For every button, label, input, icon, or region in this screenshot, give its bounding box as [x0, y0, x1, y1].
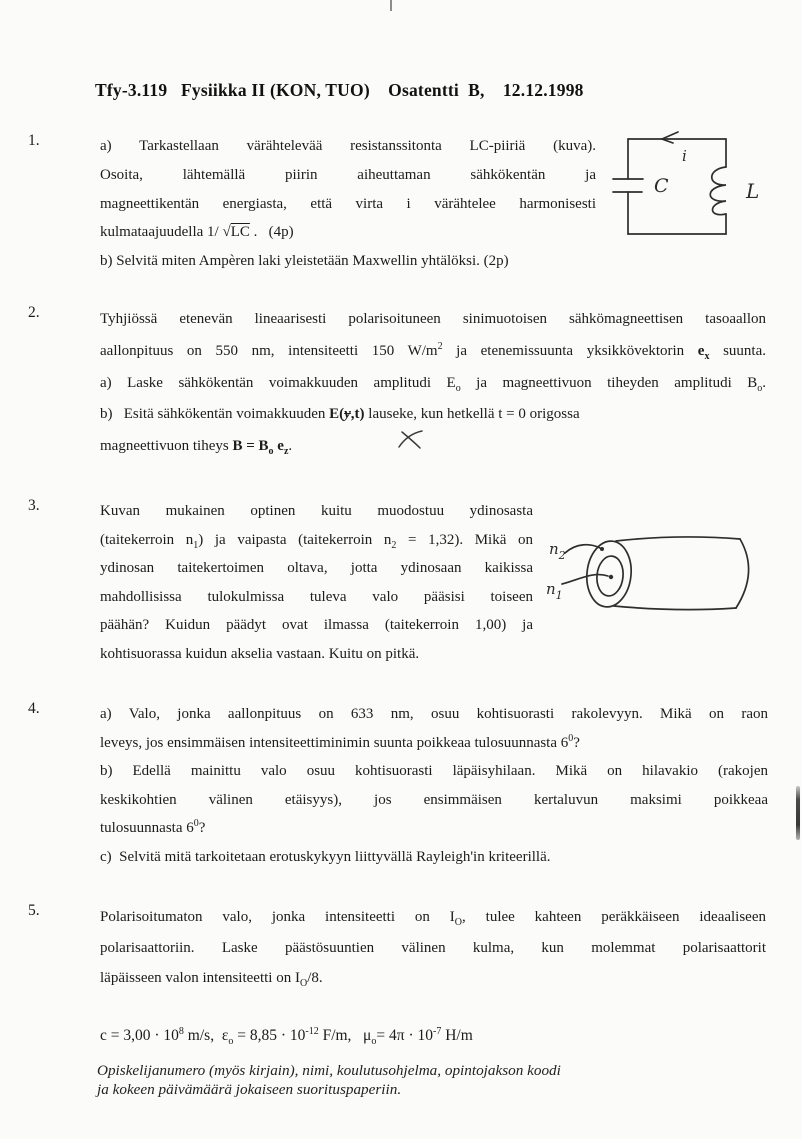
cladding-label: $n_2$	[549, 540, 566, 562]
question-text	[100, 497, 533, 669]
core-pointer-line	[562, 575, 608, 584]
text-line: magneettivuon tiheys $B = B_o$ $e_z$.	[100, 438, 293, 458]
text-line: c) Selvitä mitä tarkoitetaan erotuskykyyn liittyvällä Rayleigh'in kriteerillä.	[100, 848, 551, 865]
core-label: $n_1$	[546, 580, 563, 602]
text-line: a) Laske sähkökentän voimakkuuden amplitudi $E_o$ ja magneettivuon tiheyden amplitudi $B_o$.	[100, 374, 766, 394]
question-text	[100, 132, 596, 276]
question-5	[28, 902, 768, 994]
text-line: kulmataajuudella 1/ √LC . (4p)	[100, 224, 294, 241]
text-line: tulosuunnasta $6^0$?	[100, 818, 206, 837]
current-arrow-icon	[662, 132, 678, 143]
text-line: Tyhjiössä etenevän lineaarisesti polarisoituneen sinimuotoisen sähkömagneettisen tasoaallon	[100, 311, 766, 327]
footer-line: Opiskelijanumero (myös kirjain), nimi, koulutusohjelma, opintojakson koodi	[97, 1062, 561, 1079]
text-line: kohtisuorassa kuidun akselia vastaan. Kuitu on pitkä.	[100, 645, 420, 662]
text-line: Kuvan mukainen optinen kuitu muodostuu ydinosasta	[100, 503, 533, 519]
text-line: leveys, jos ensimmäisen intensiteettiminimin suunta poikkeaa tulosuunnasta $6^0$?	[100, 732, 580, 751]
fiber-end-edge	[736, 539, 749, 608]
text-line: a) Valo, jonka aallonpituus on 633 nm, osuu kohtisuorasti rakolevyyn. Mikä on raon	[100, 706, 768, 722]
cladding-pointer-dot	[600, 547, 604, 551]
text-line: päähän? Kuidun päädyt ovat ilmassa (taitekerroin 1,00) ja	[100, 617, 533, 634]
text-line: läpäisseen valon intensiteetti on $I_O/8$.	[100, 970, 323, 990]
text-line: aallonpituus on 550 nm, intensiteetti 150 $W/m^2$ ja etenemissuunta yksikkövektorin $e_x$ suunta.	[100, 340, 766, 362]
footer-note	[97, 1062, 697, 1099]
core-pointer-dot	[609, 575, 613, 579]
constants-line: $c = 3,00 \cdot 10^8$ m/s, $\varepsilon_o = 8,85 \cdot 10^{-12}$ F/m, $\mu_o= 4\pi \cdot 10^{-7}$ H/m	[100, 1025, 473, 1048]
text-line: Osoita, lähtemällä piirin aiheuttaman sähkökentän ja	[100, 166, 596, 183]
handwritten-x-drawing	[396, 428, 426, 452]
question-number: 3.	[28, 497, 40, 514]
page-title: Tfy-3.119 Fysiikka II (KON, TUO) Osatentti B, 12.12.1998	[95, 80, 584, 100]
question-3	[28, 497, 534, 669]
text-line: b) Selvitä miten Ampèren laki yleistetään Maxwellin yhtälöksi. (2p)	[100, 253, 509, 270]
optical-fiber-figure	[538, 516, 800, 648]
question-number: 4.	[28, 700, 40, 717]
question-4	[28, 700, 770, 872]
capacitor-label: C	[654, 175, 669, 197]
text-line: keskikohtien välinen etäisyys), jos ensimmäisen kertaluvun maksimi poikkeaa	[100, 791, 768, 808]
scan-artifact-top	[390, 0, 392, 11]
handwritten-x-mark	[396, 428, 426, 452]
inductor-symbol	[710, 167, 726, 215]
footer-line: ja kokeen päivämäärä jokaiseen suorituspaperiin.	[97, 1080, 402, 1098]
scan-artifact-edge	[796, 786, 800, 840]
fiber-cladding-outline	[584, 539, 635, 609]
text-line: polarisaattoriin. Laske päästösuuntien välinen kulma, kun molemmat polarisaattorit	[100, 939, 766, 956]
question-text	[100, 304, 766, 463]
fiber-bottom-edge	[614, 606, 736, 610]
question-number: 1.	[28, 132, 40, 149]
capacitor-symbol	[613, 179, 643, 192]
text-line: Polarisoitumaton valo, jonka intensiteetti on $I_O$, tulee kahteen peräkkäiseen ideaaliseen	[100, 909, 766, 928]
question-text	[100, 700, 768, 872]
text-line: a) Tarkastellaan värähtelevää resistanssitonta LC-piiriä (kuva).	[100, 138, 596, 154]
lc-circuit-drawing	[612, 126, 802, 246]
inductor-label: L	[746, 179, 760, 203]
text-line: (taitekerroin $n_1$) ja vaipasta (taitekerroin $n_2 = 1,32$). Mikä on	[100, 531, 533, 551]
text-line: b) Esitä sähkökentän voimakkuuden E(y,t) lauseke, kun hetkellä t = 0 origossa	[100, 406, 580, 423]
fiber-top-edge	[616, 537, 740, 541]
text-line: ydinosan taitekertoimen oltava, jotta ydinosaan kaikissa	[100, 560, 533, 577]
question-number: 2.	[28, 304, 40, 321]
current-label: i	[682, 147, 687, 165]
text-line: magneettikentän energiasta, että virta i värähtelee harmonisesti	[100, 195, 596, 212]
question-number: 5.	[28, 902, 40, 919]
question-text	[100, 902, 766, 994]
optical-fiber-drawing	[538, 516, 800, 648]
text-line: mahdollisissa tulokulmissa tuleva valo pääsisi toiseen	[100, 588, 533, 605]
text-line: b) Edellä mainittu valo osuu kohtisuorasti läpäisyhilaan. Mikä on hilavakio (rakojen	[100, 763, 768, 780]
question-1	[28, 132, 596, 276]
lc-circuit-figure	[612, 126, 802, 246]
